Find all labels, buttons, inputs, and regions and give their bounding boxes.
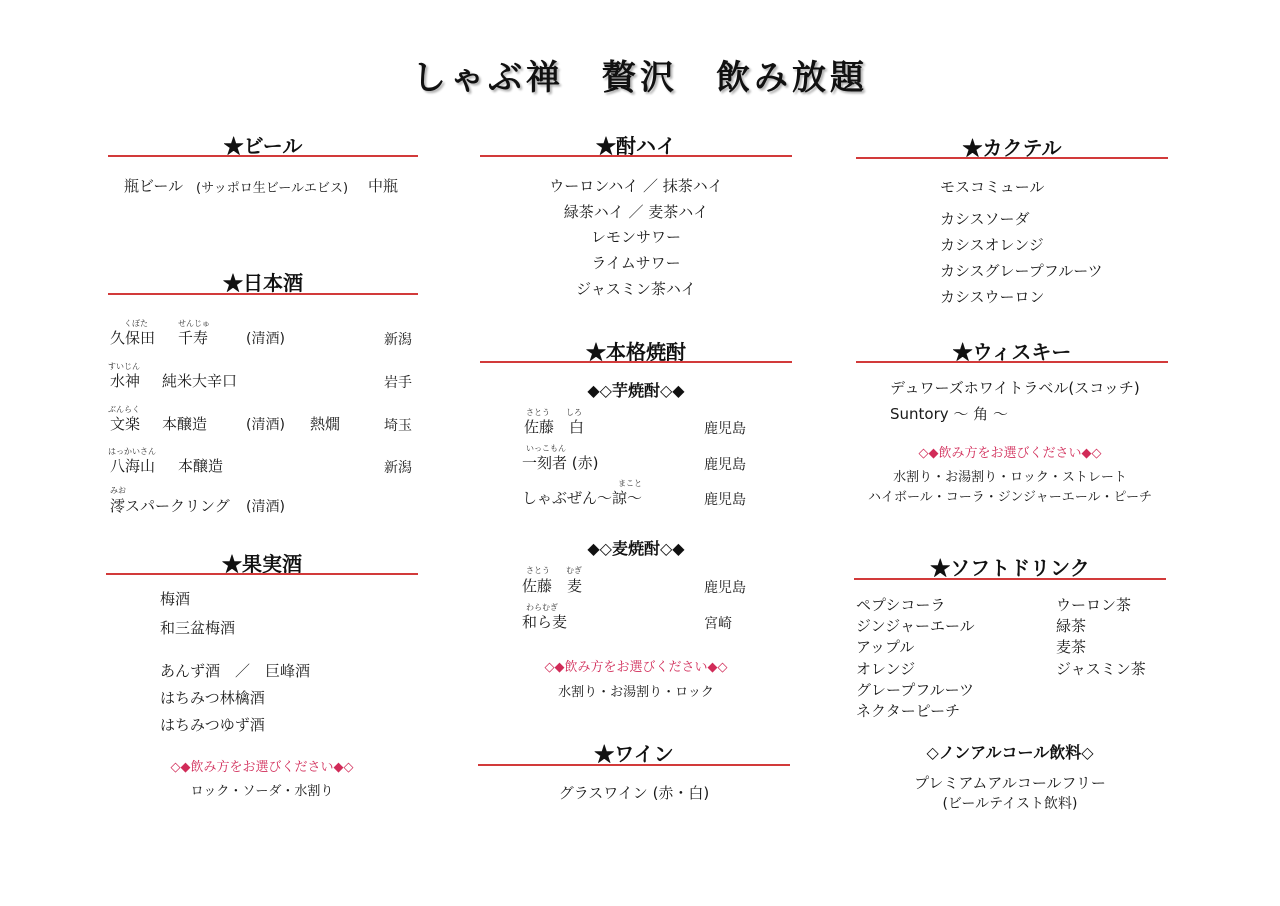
shochu-region: 鹿児島 bbox=[704, 580, 746, 596]
shochu-name: 一刻者 (赤) bbox=[522, 454, 599, 472]
soft-item: アップル bbox=[856, 638, 915, 656]
cocktail-item: カシスオレンジ bbox=[940, 236, 1044, 254]
nonalc-heading: ◇ノンアルコール飲料◇ bbox=[926, 743, 1094, 762]
whisky-options: ハイボール・コーラ・ジンジャーエール・ピーチ bbox=[867, 490, 1153, 505]
cocktail-item: カシスグレープフルーツ bbox=[940, 262, 1103, 280]
soft-item: グレープフルーツ bbox=[856, 681, 975, 699]
sake-name: 水神 bbox=[110, 372, 141, 390]
shochu-name: 佐藤 麦 bbox=[522, 577, 583, 595]
sake-type: (清酒) bbox=[246, 499, 285, 515]
sake-ruby: せんじゅ bbox=[178, 319, 210, 328]
sake-region: 新潟 bbox=[384, 332, 412, 348]
fruit-heading: ★果実酒 bbox=[222, 552, 302, 576]
whisky-item: Suntory 〜 角 〜 bbox=[890, 405, 1008, 423]
shochu-options: 水割り・お湯割り・ロック bbox=[558, 685, 714, 700]
fruit-divider bbox=[106, 573, 418, 575]
shochu-ruby: さとう しろ bbox=[526, 408, 582, 417]
fruit-item: 梅酒 bbox=[160, 590, 191, 608]
whisky-item: デュワーズホワイトラベル(スコッチ) bbox=[890, 379, 1140, 397]
sake-divider bbox=[108, 293, 418, 295]
chuhai-item: 緑茶ハイ ／ 麦茶ハイ bbox=[563, 203, 709, 221]
chuhai-divider bbox=[480, 155, 792, 157]
soft-item: ウーロン茶 bbox=[1056, 596, 1132, 614]
sake-ruby: くぼた bbox=[124, 319, 148, 328]
fruit-howto: ◇◆飲み方をお選びください◆◇ bbox=[170, 760, 354, 775]
sake-ruby: はっかいさん bbox=[108, 447, 156, 456]
fruit-item: 和三盆梅酒 bbox=[160, 619, 236, 637]
cocktail-divider bbox=[856, 157, 1168, 159]
whisky-divider bbox=[856, 361, 1168, 363]
sake-grade: 本醸造 bbox=[162, 415, 208, 433]
sake-name: 澪スパークリング bbox=[110, 497, 230, 515]
mugi-heading: ◆◇麦焼酎◇◆ bbox=[587, 539, 685, 558]
soft-item: 緑茶 bbox=[1056, 617, 1087, 635]
shochu-region: 鹿児島 bbox=[704, 492, 746, 508]
sake-grade: 純米大辛口 bbox=[162, 372, 238, 390]
shochu-region: 鹿児島 bbox=[704, 457, 746, 473]
shochu-heading: ★本格焼酎 bbox=[586, 340, 686, 364]
cocktail-item: モスコミュール bbox=[940, 178, 1045, 196]
shochu-region: 宮崎 bbox=[704, 616, 732, 632]
shochu-howto: ◇◆飲み方をお選びください◆◇ bbox=[544, 660, 728, 675]
wine-item: グラスワイン (赤・白) bbox=[558, 784, 710, 802]
sake-ruby: みお bbox=[110, 486, 126, 495]
shochu-divider bbox=[480, 361, 792, 363]
beer-item-detail: (サッポロ生ビールエビス) bbox=[196, 181, 349, 196]
shochu-name: 和ら麦 bbox=[522, 613, 568, 631]
imo-heading: ◆◇芋焼酎◇◆ bbox=[587, 381, 685, 400]
shochu-name: 佐藤 白 bbox=[524, 418, 585, 436]
sake-ruby: すいじん bbox=[108, 362, 140, 371]
sake-name: 文楽 bbox=[110, 415, 141, 433]
sake-ruby: ぶんらく bbox=[108, 405, 140, 414]
soft-item: ジャスミン茶 bbox=[1056, 660, 1146, 678]
sake-heading: ★日本酒 bbox=[223, 271, 303, 295]
chuhai-item: ライムサワー bbox=[591, 254, 681, 272]
soft-divider bbox=[854, 578, 1166, 580]
whisky-howto: ◇◆飲み方をお選びください◆◇ bbox=[918, 446, 1102, 461]
chuhai-heading: ★酎ハイ bbox=[596, 134, 676, 158]
sake-name: 久保田 bbox=[110, 329, 156, 347]
shochu-ruby: わらむぎ bbox=[526, 603, 558, 612]
beer-item-name: 瓶ビール bbox=[124, 177, 184, 195]
beer-heading: ★ビール bbox=[223, 134, 303, 158]
beer-item-size: 中瓶 bbox=[368, 177, 399, 195]
sake-type: (清酒) bbox=[246, 417, 285, 433]
cocktail-heading: ★カクテル bbox=[962, 136, 1062, 160]
soft-item: ネクターピーチ bbox=[856, 702, 961, 720]
page-title: しゃぶ禅 贅沢 飲み放題 bbox=[412, 58, 868, 98]
wine-divider bbox=[478, 764, 790, 766]
nonalc-note: (ビールテイスト飲料) bbox=[942, 796, 1078, 812]
fruit-item: あんず酒 ／ 巨峰酒 bbox=[160, 662, 311, 680]
fruit-options: ロック・ソーダ・水割り bbox=[190, 784, 334, 799]
whisky-options: 水割り・お湯割り・ロック・ストレート bbox=[893, 470, 1127, 485]
soft-item: 麦茶 bbox=[1056, 638, 1087, 656]
fruit-item: はちみつゆず酒 bbox=[160, 716, 265, 734]
sake-region: 新潟 bbox=[384, 460, 412, 476]
fruit-item: はちみつ林檎酒 bbox=[160, 689, 265, 707]
chuhai-item: ジャスミン茶ハイ bbox=[576, 280, 696, 298]
nonalc-item: プレミアムアルコールフリー bbox=[914, 774, 1106, 792]
wine-heading: ★ワイン bbox=[594, 742, 674, 766]
whisky-heading: ★ウィスキー bbox=[952, 340, 1072, 364]
sake-region: 埼玉 bbox=[384, 418, 412, 434]
sake-name: 八海山 bbox=[110, 457, 156, 475]
shochu-ruby: さとう むぎ bbox=[526, 566, 582, 575]
sake-type: (清酒) bbox=[246, 331, 285, 347]
soft-heading: ★ソフトドリンク bbox=[930, 556, 1090, 580]
soft-item: ジンジャーエール bbox=[856, 617, 975, 635]
cocktail-item: カシスウーロン bbox=[940, 288, 1045, 306]
beer-divider bbox=[108, 155, 418, 157]
soft-item: ペプシコーラ bbox=[856, 596, 946, 614]
soft-item: オレンジ bbox=[856, 660, 916, 678]
sake-grade: 千寿 bbox=[178, 329, 209, 347]
sake-grade: 本醸造 bbox=[178, 457, 224, 475]
shochu-name: しゃぶぜん〜諒〜 bbox=[522, 489, 643, 507]
shochu-ruby: いっこもん bbox=[526, 444, 566, 453]
chuhai-item: レモンサワー bbox=[590, 228, 681, 246]
sake-region: 岩手 bbox=[384, 375, 412, 391]
sake-extra: 熱燗 bbox=[310, 415, 341, 433]
shochu-region: 鹿児島 bbox=[704, 421, 746, 437]
shochu-ruby: まこと bbox=[618, 479, 642, 488]
chuhai-item: ウーロンハイ ／ 抹茶ハイ bbox=[549, 177, 723, 195]
cocktail-item: カシスソーダ bbox=[940, 210, 1030, 228]
